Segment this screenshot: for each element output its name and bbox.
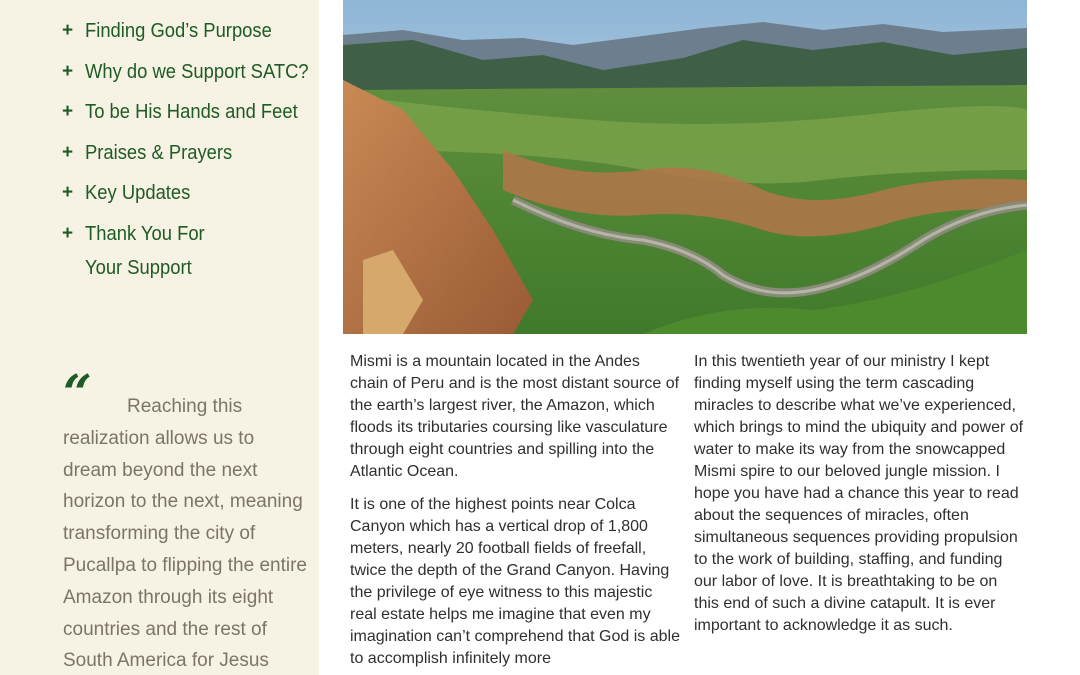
- pull-quote-body: realization allows us to dream beyond the next horizon to the next, meaning transforming the city of Pucallpa to flipping the entire Amazon through its eight countries and the rest of South America for Jesus: [63, 427, 307, 672]
- plus-icon: +: [62, 20, 74, 41]
- nav-item-label: Why do we Support SATC?: [85, 61, 309, 83]
- pull-quote-first-line: Reaching this: [127, 396, 243, 417]
- nav-item-label: To be His Hands and Feet: [85, 101, 298, 123]
- plus-icon: +: [62, 182, 74, 203]
- nav-item-hands-and-feet[interactable]: [62, 95, 316, 129]
- plus-icon: +: [62, 61, 74, 82]
- article-right-column: [694, 351, 1024, 648]
- nav-item-label: Finding God’s Purpose: [85, 20, 272, 42]
- nav-item-thank-you[interactable]: [62, 217, 215, 285]
- nav-item-label: Thank You For: [85, 223, 205, 245]
- plus-icon: +: [62, 101, 74, 122]
- nav-item-praises-prayers[interactable]: [62, 136, 245, 170]
- article-left-column: [350, 351, 680, 675]
- nav-item-key-updates[interactable]: [62, 176, 200, 210]
- nav-item-finding-gods-purpose[interactable]: [62, 14, 288, 48]
- landscape-image: [343, 0, 1027, 334]
- article-paragraph: Mismi is a mountain located in the Andes chain of Peru and is the most distant source of the earth’s largest river, the Amazon, which floods its tributaries coursing like vasculature through eight countries and spilling into the Atlantic Ocean.: [350, 353, 680, 480]
- colca-canyon-photo: [343, 0, 1027, 334]
- nav-item-label: Praises & Prayers: [85, 142, 233, 164]
- sidebar: [0, 0, 319, 675]
- quote-mark-icon: “: [63, 363, 92, 422]
- article-paragraph: In this twentieth year of our ministry I kept finding myself using the term cascading miracles to describe what we’ve experienced, which brings to mind the ubiquity and power of water to make its way from the snowcapped Mismi spire to our beloved jungle mission. I hope you have had a chance this year to read about the sequences of miracles, often simultaneous sequences providing propulsion to the work of building, staffing, and funding our labor of love. It is breathtaking to be on this end of such a divine catapult. It is ever important to acknowledge it as such.: [694, 353, 1024, 634]
- nav-item-label-line2: Your Support: [85, 257, 192, 279]
- plus-icon: +: [62, 223, 74, 244]
- nav-item-why-support-satc[interactable]: [62, 55, 328, 89]
- plus-icon: +: [62, 142, 74, 163]
- pull-quote: [63, 391, 313, 675]
- article-paragraph: It is one of the highest points near Colca Canyon which has a vertical drop of 1,800 meters, nearly 20 football fields of freefall, twice the depth of the Grand Canyon. Having the privilege of eye witness to this majestic real estate helps me imagine that even my imagination can’t comprehend that God is able to accomplish infinitely more: [350, 496, 680, 667]
- nav-item-label-group: [85, 217, 215, 285]
- nav-item-label: Key Updates: [85, 182, 191, 204]
